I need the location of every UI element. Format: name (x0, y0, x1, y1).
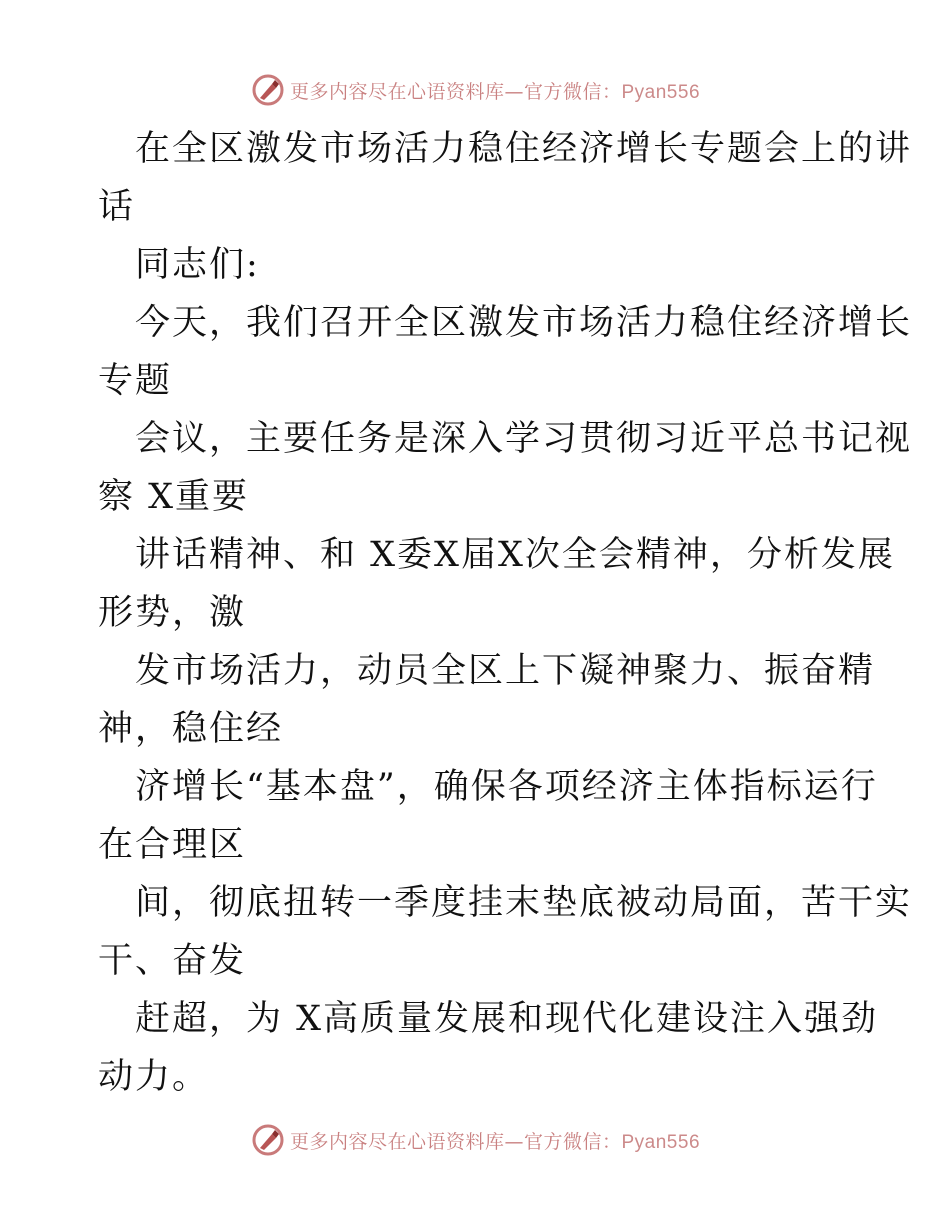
paragraph-line: 会议，主要任务是深入学习贯彻习近平总书记视 (135, 419, 913, 459)
paragraph-line: 今天，我们召开全区激发市场活力稳住经济增长 (135, 303, 913, 343)
watermark-dash: — (504, 1130, 524, 1153)
watermark-official: 官方微信： (523, 80, 622, 103)
watermark-id: Pyan556 (621, 1131, 701, 1153)
paragraph-line: 济增长“基本盘”，确保各项经济主体指标运行 (135, 767, 878, 807)
paragraph-line: 在合理区 (98, 825, 247, 865)
watermark-id: Pyan556 (621, 81, 701, 103)
watermark-dash: — (504, 80, 524, 103)
paragraph-line: 赶超，为 X高质量发展和现代化建设注入强劲 (135, 999, 879, 1039)
watermark-header (0, 70, 950, 110)
pen-logo-icon (250, 72, 286, 108)
paragraph-line: 发市场活力，动员全区上下凝神聚力、振奋精 (135, 651, 876, 691)
title-line-1: 在全区激发市场活力稳住经济增长专题会上的讲 (135, 129, 913, 169)
salutation: 同志们: (135, 245, 260, 285)
paragraph-line: 动力。 (98, 1057, 210, 1097)
paragraph-line: 间，彻底扭转一季度挂末垫底被动局面，苦干实 (135, 883, 913, 923)
paragraph-line: 干、奋发 (98, 941, 247, 981)
watermark-title: 更多内容尽在心语资料库 (289, 1130, 505, 1153)
watermark-footer (0, 1120, 950, 1160)
watermark-official: 官方微信： (523, 1130, 622, 1153)
pen-logo-icon (250, 1122, 286, 1158)
watermark-text (290, 77, 700, 104)
watermark-text (290, 1127, 700, 1154)
paragraph-line: 专题 (98, 361, 173, 401)
paragraph-line: 讲话精神、和 X委X届X次全会精神，分析发展 (135, 535, 895, 575)
paragraph-line: 神，稳住经 (98, 709, 284, 749)
watermark-title: 更多内容尽在心语资料库 (289, 80, 505, 103)
paragraph-line: 形势，激 (98, 593, 247, 633)
document-body (98, 120, 913, 1106)
title-line-2: 话 (98, 187, 136, 227)
paragraph-line: 察 X重要 (98, 477, 250, 517)
